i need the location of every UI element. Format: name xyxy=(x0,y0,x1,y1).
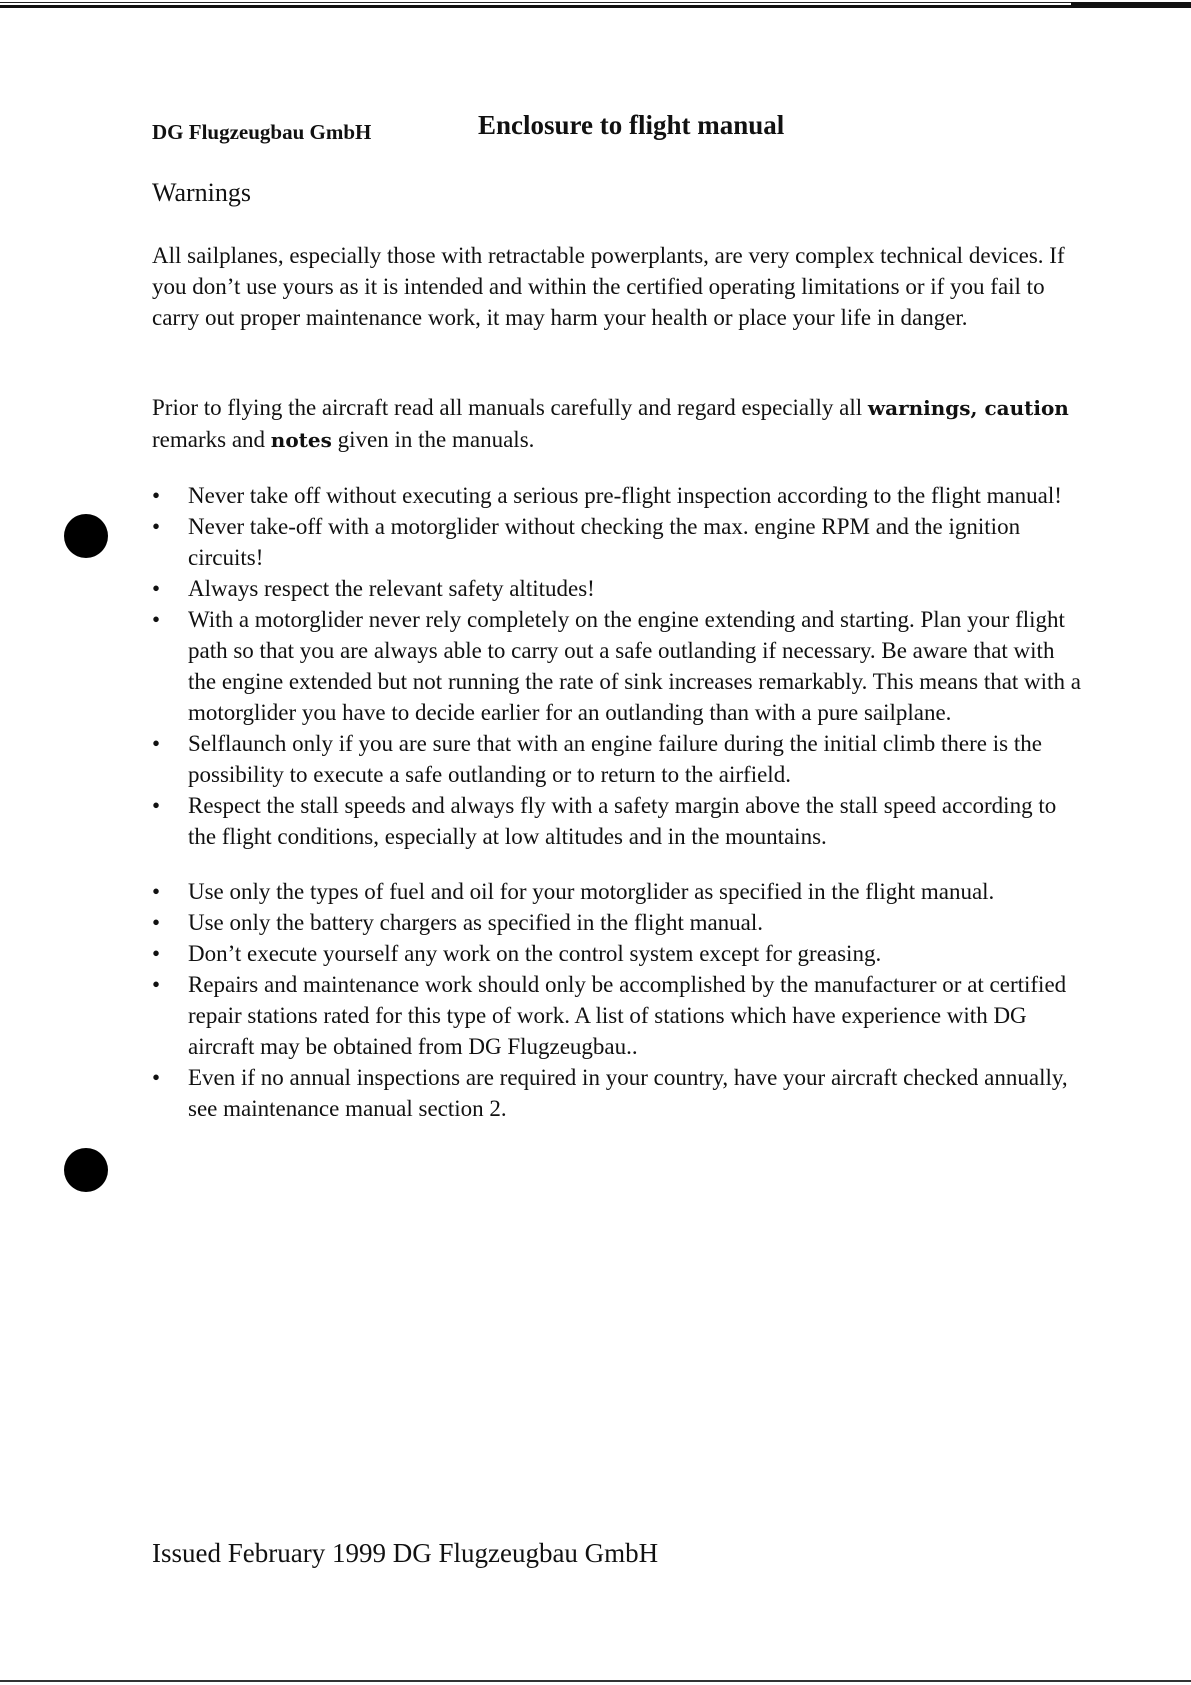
list-item: • Selflaunch only if you are sure that with an engine failure during the initial climb there is the possibility to execute a safe outlanding or to return to the airfield. xyxy=(152,728,1082,790)
list-item: • Repairs and maintenance work should only be accomplished by the manufacturer or at certified repair stations rated for this type of work. A list of stations which have experience with DG aircraft may be obtained from DG Flugzeugbau.. xyxy=(152,969,1082,1062)
list-item: • Use only the battery chargers as specified in the flight manual. xyxy=(152,907,1082,938)
warnings-caution-bold: warnings, caution xyxy=(867,396,1069,420)
manuals-paragraph xyxy=(152,392,1082,456)
list-item: • Respect the stall speeds and always fly with a safety margin above the stall speed according to the flight conditions, especially at low altitudes and in the mountains. xyxy=(152,790,1082,852)
manuals-paragraph-start: Prior to flying the aircraft read all manuals carefully and regard especially all xyxy=(152,395,868,420)
punch-hole-top xyxy=(64,514,108,558)
intro-paragraph: All sailplanes, especially those with retractable powerplants, are very complex technical devices. If you don’t use yours as it is intended and within the certified operating limitations or if you fail to carry out proper maintenance work, it may harm your health or place your life in danger. xyxy=(152,243,1065,330)
notes-bold: notes xyxy=(270,428,332,452)
document-header xyxy=(152,110,1052,150)
list-item: • Don’t execute yourself any work on the control system except for greasing. xyxy=(152,938,1082,969)
list-item: • Even if no annual inspections are required in your country, have your aircraft checked annually, see maintenance manual section 2. xyxy=(152,1062,1082,1124)
document-title: Enclosure to flight manual xyxy=(478,110,785,140)
manuals-paragraph-mid: remarks and xyxy=(152,427,271,452)
punch-hole-bottom xyxy=(64,1148,108,1192)
manuals-paragraph-end: given in the manuals. xyxy=(331,427,535,452)
company-name: DG Flugzeugbau GmbH xyxy=(152,120,372,144)
list-item: • Never take-off with a motorglider without checking the max. engine RPM and the ignition circuits! xyxy=(152,511,1082,573)
bottom-border-rule xyxy=(0,1680,1191,1682)
list-item: • Never take off without executing a serious pre-flight inspection according to the flight manual! xyxy=(152,480,1082,511)
warnings-list xyxy=(152,480,1082,1124)
list-item: • With a motorglider never rely completely on the engine extending and starting. Plan your flight path so that you are always able to carry out a safe outlanding if necessary. Be aware that with the engine extended but not running the rate of sink increases remarkably. This means that with a motorglider you have to decide earlier for an outlanding than with a pure sailplane. xyxy=(152,604,1082,728)
list-item: • Use only the types of fuel and oil for your motorglider as specified in the flight manual. xyxy=(152,876,1082,907)
top-border-rule-right xyxy=(1071,2,1191,8)
list-item: • Always respect the relevant safety altitudes! xyxy=(152,573,1082,604)
section-heading: Warnings xyxy=(152,178,251,207)
issued-footer: Issued February 1999 DG Flugzeugbau GmbH xyxy=(152,1538,659,1568)
top-border-rule xyxy=(0,0,1191,8)
